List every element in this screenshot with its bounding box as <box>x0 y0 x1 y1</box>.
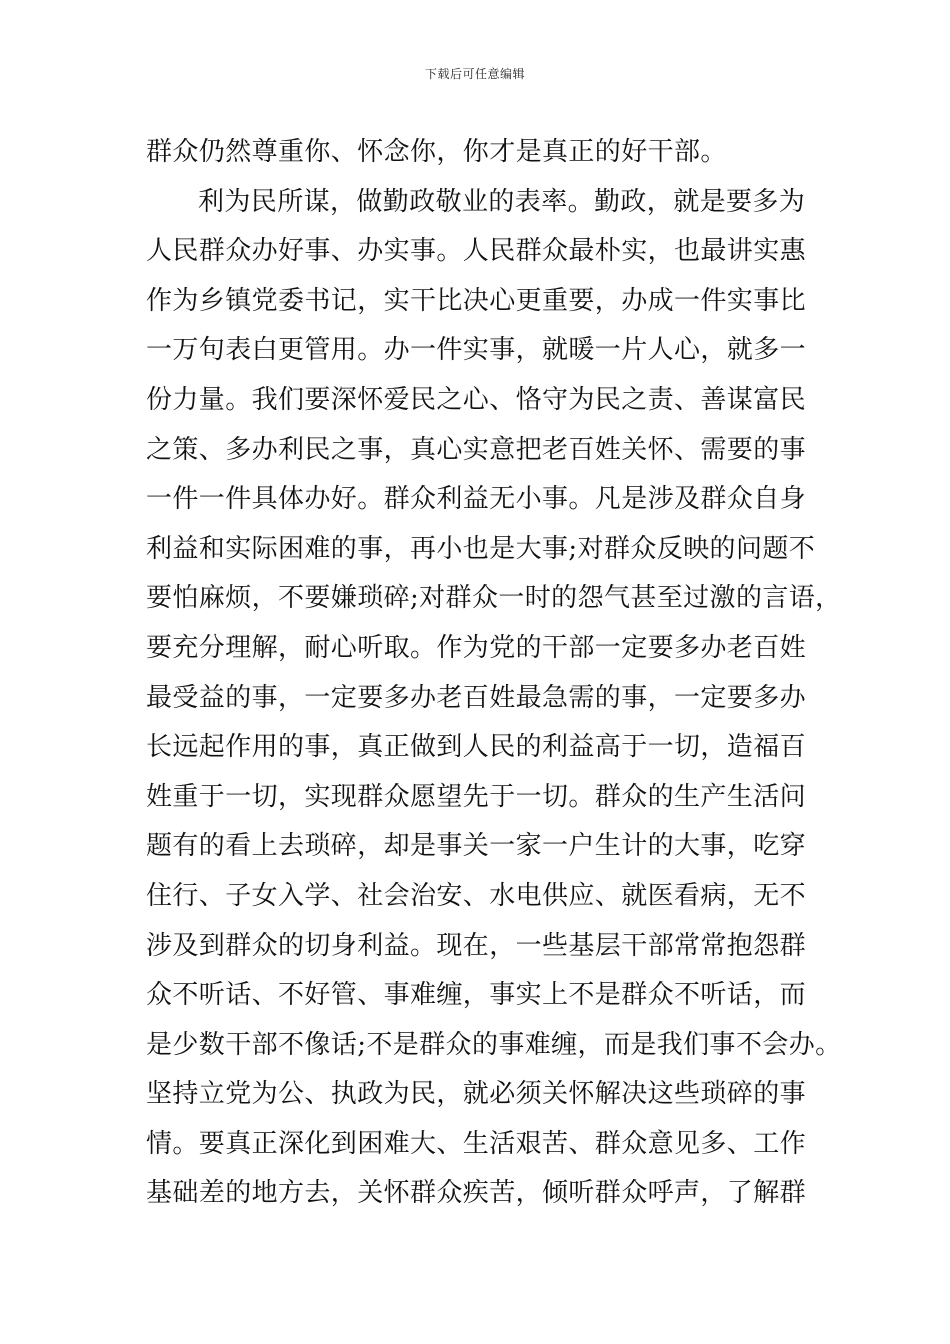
text-line: 人民群众办好事、办实事。人民群众最朴实，也最讲实惠 <box>146 236 807 267</box>
text-line: 长远起作用的事，真正做到人民的利益高于一切，造福百 <box>146 732 807 763</box>
text-line: 群众仍然尊重你、怀念你，你才是真正的好干部。 <box>146 137 727 167</box>
text-line: 众不听话、不好管、事难缠，事实上不是群众不听话，而 <box>146 980 807 1011</box>
text-line: 一万句表白更管用。办一件实事，就暖一片人心，就多一 <box>146 335 807 366</box>
text-line: 之策、多办利民之事，真心实意把老百姓关怀、需要的事 <box>146 434 807 465</box>
text-line: 利益和实际困难的事，再小也是大事;对群众反映的问题不 <box>146 533 816 564</box>
text-line: 一件一件具体办好。群众利益无小事。凡是涉及群众自身 <box>146 484 807 515</box>
text-line: 要怕麻烦，不要嫌琐碎;对群众一时的怨气甚至过激的言语， <box>146 583 842 614</box>
text-line: 坚持立党为公、执政为民，就必须关怀解决这些琐碎的事 <box>146 1079 807 1110</box>
text-line: 姓重于一切，实现群众愿望先于一切。群众的生产生活问 <box>146 781 807 812</box>
text-line: 要充分理解，耐心听取。作为党的干部一定要多办老百姓 <box>146 632 807 663</box>
paragraph-first-line: 利为民所谋，做勤政敬业的表率。勤政，就是要多为 <box>198 186 806 217</box>
document-body <box>146 128 846 1219</box>
text-line: 份力量。我们要深怀爱民之心、恪守为民之责、善谋富民 <box>146 384 807 415</box>
text-line: 题有的看上去琐碎，却是事关一家一户生计的大事，吃穿 <box>146 831 807 862</box>
text-line: 作为乡镇党委书记，实干比决心更重要，办成一件实事比 <box>146 285 807 316</box>
text-line: 涉及到群众的切身利益。现在，一些基层干部常常抱怨群 <box>146 930 807 961</box>
text-line: 基础差的地方去，关怀群众疾苦，倾听群众呼声，了解群 <box>146 1178 807 1209</box>
text-line: 情。要真正深化到困难大、生活艰苦、群众意见多、工作 <box>146 1128 807 1159</box>
text-line: 最受益的事，一定要多办老百姓最急需的事，一定要多办 <box>146 682 807 713</box>
page-header: 下载后可任意编辑 <box>424 67 525 81</box>
text-line: 住行、子女入学、社会治安、水电供应、就医看病，无不 <box>146 880 807 911</box>
text-line: 是少数干部不像话;不是群众的事难缠，而是我们事不会办。 <box>146 1029 842 1060</box>
